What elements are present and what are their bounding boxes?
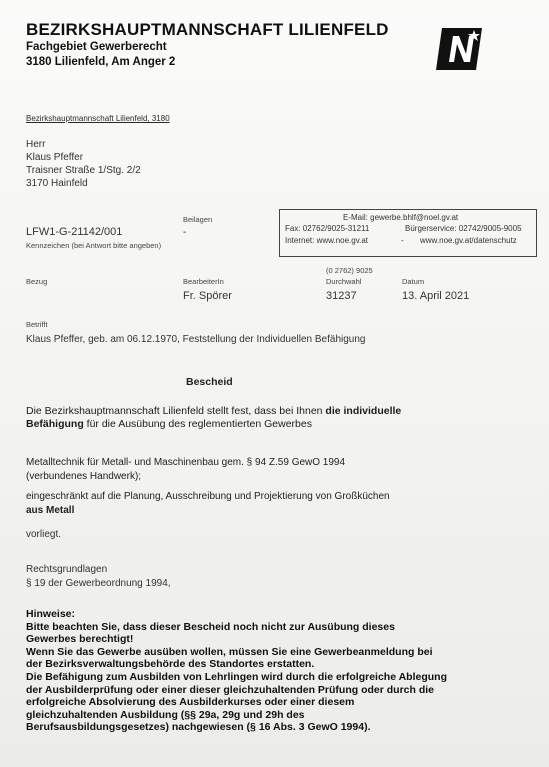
contact-internet: Internet: www.noe.gv.at (285, 236, 369, 245)
beilagen-label: Beilagen (183, 215, 213, 224)
reference-code: LFW1-G-21142/001 (26, 226, 123, 238)
recipient-street: Traisner Straße 1/Stg. 2/2 (26, 165, 141, 176)
hint-line: erfolgreiche Absolvierung des Ausbilderkurses oder einer diesem (26, 696, 355, 709)
hint-line: der Bezirksverwaltungsbehörde des Standortes erstatten. (26, 658, 315, 671)
vorliegt-text: vorliegt. (26, 529, 62, 540)
intro-text-2: für die Ausübung des reglementierten Gewerbes (83, 418, 312, 430)
betrifft-label: Betrifft (26, 320, 48, 329)
hint-line: Bitte beachten Sie, dass dieser Bescheid noch nicht zur Ausübung dieses (26, 620, 395, 633)
intro-paragraph (26, 405, 506, 431)
department-name: Fachgebiet Gewerberecht (26, 41, 167, 53)
contact-email: E-Mail: gewerbe.bhlf@noel.gv.at (343, 213, 459, 222)
hint-line: Berufsausbildungsgesetzes) nachgewiesen (§ 16 Abs. 3 GewO 1994). (26, 721, 371, 734)
trade-line-2: (verbundenes Handwerk); (26, 471, 142, 482)
restriction-line-2: aus Metall (26, 505, 75, 516)
durchwahl-label: Durchwahl (326, 277, 362, 286)
hint-line: der Ausbilderprüfung oder einer dieser gleichzuhaltenden Prüfung oder durch die (26, 683, 434, 696)
hint-line: Wenn Sie das Gewerbe ausüben wollen, müssen Sie eine Gewerbeanmeldung bei (26, 645, 433, 658)
beilagen-value: - (183, 227, 187, 238)
hint-line: Die Befähigung zum Ausbilden von Lehrlingen wird durch die erfolgreiche Ablegung (26, 670, 447, 683)
contact-fax: Fax: 02762/9025-31211 (285, 224, 370, 233)
contact-datenschutz: www.noe.gv.at/datenschutz (420, 236, 517, 245)
contact-buergerservice: Bürgerservice: 02742/9005-9005 (405, 224, 522, 233)
intro-bold-2: Befähigung (26, 418, 84, 430)
hint-line: Gewerbes berechtigt! (26, 633, 134, 646)
authority-address: 3180 Lilienfeld, Am Anger 2 (26, 56, 176, 68)
hints-title: Hinweise: (26, 608, 76, 620)
phone-prefix: (0 2762) 9025 (326, 266, 373, 275)
contact-dash: - (401, 236, 404, 245)
trade-line-1: Metalltechnik für Metall- und Maschinenbau gem. § 94 Z.59 GewO 1994 (26, 457, 346, 468)
restriction-line-1: eingeschränkt auf die Planung, Ausschreibung und Projektierung von Großküchen (26, 491, 390, 502)
hints-section (26, 608, 526, 734)
legal-basis-label: Rechtsgrundlagen (26, 564, 108, 575)
recipient-salutation: Herr (26, 139, 46, 150)
noe-logo-icon (436, 24, 488, 74)
authority-title: BEZIRKSHAUPTMANNSCHAFT LILIENFELD (26, 20, 389, 39)
intro-bold-1: die individuelle (325, 405, 402, 417)
hint-line: gleichzuhaltenden Ausbildung (§§ 29a, 29g und 29h des (26, 708, 305, 721)
reference-code-hint: Kennzeichen (bei Antwort bitte angeben) (26, 241, 162, 250)
sender-return-line: Bezirkshauptmannschaft Lilienfeld, 3180 (26, 114, 170, 123)
document-heading: Bescheid (186, 376, 233, 388)
bearbeiter-value: Fr. Spörer (183, 290, 232, 302)
betrifft-text: Klaus Pfeffer, geb. am 06.12.1970, Feststellung der Individuellen Befähigung (26, 334, 366, 345)
recipient-address (26, 138, 141, 190)
legal-basis-text: § 19 der Gewerbeordnung 1994, (26, 578, 171, 589)
datum-label: Datum (402, 277, 425, 286)
recipient-name: Klaus Pfeffer (26, 152, 84, 163)
bezug-label: Bezug (26, 277, 48, 286)
contact-box (279, 209, 537, 257)
durchwahl-value: 31237 (326, 290, 357, 302)
bearbeiter-label: BearbeiterIn (183, 277, 224, 286)
recipient-city: 3170 Hainfeld (26, 178, 88, 189)
datum-value: 13. April 2021 (402, 290, 470, 302)
intro-text-1: Die Bezirkshauptmannschaft Lilienfeld stellt fest, dass bei Ihnen (26, 405, 326, 417)
